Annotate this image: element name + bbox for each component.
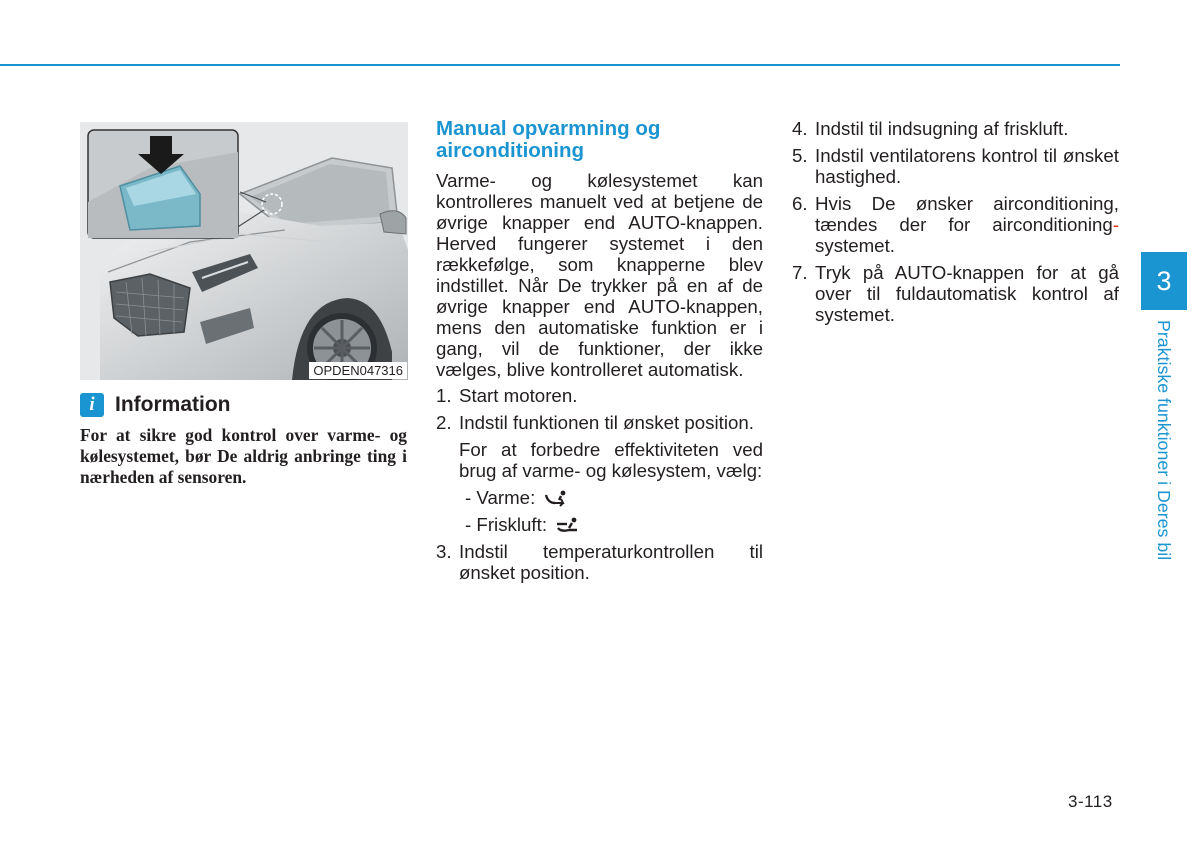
hyphen-mark: - (1112, 214, 1119, 235)
step-item (436, 385, 763, 406)
mode-fresh-air (465, 514, 763, 535)
step-item (792, 118, 1119, 139)
mode-heat (465, 487, 763, 508)
step-item (792, 145, 1119, 187)
step-number: 3. (436, 541, 452, 562)
info-icon: i (80, 393, 104, 417)
information-text: For at sikre god kontrol over varme- og kølesystemet, bør De aldrig anbringe ting i nærheden af sensoren. (80, 425, 407, 487)
manual-section (436, 118, 763, 589)
information-heading (80, 392, 410, 418)
chapter-number-tab: 3 (1141, 252, 1187, 310)
steps-continued (792, 118, 1119, 331)
step-item (792, 262, 1119, 325)
step-item (792, 193, 1119, 256)
step-number: 6. (792, 193, 808, 214)
car-illustration (80, 122, 408, 380)
step-text-part: systemet. (815, 235, 895, 256)
section-intro: Varme- og kølesystemet kan kontrolleres manuelt ved at betjene de øvrige knapper end AUTO-knappen. Herved fungerer systemet i den rækkefølge, som knapperne blev indstillet. Når De trykker på en af de øvrige knapper end AUTO-knappen, mens den automatiske funktion er i gang, vil de funktioner, der ikke vælges, blive kontrolleret automatisk. (436, 170, 763, 380)
step-text: Indstil temperaturkontrollen til ønsket position. (459, 541, 763, 583)
sensor-figure (80, 122, 408, 380)
step-text: Indstil funktionen til ønsket position. (459, 412, 755, 433)
step-text-part: Hvis De ønsker airconditioning, tændes der for airconditioning (815, 193, 1119, 235)
step-text (815, 193, 1119, 256)
step-number: 4. (792, 118, 808, 139)
mode-label: - Varme: (465, 487, 536, 508)
step-item (436, 541, 763, 583)
information-title: Information (115, 393, 231, 416)
header-rule (0, 64, 1120, 66)
step-number: 1. (436, 385, 452, 406)
step-number: 2. (436, 412, 452, 433)
floor-heat-icon (543, 489, 569, 507)
step-number: 7. (792, 262, 808, 283)
step-text: Indstil ventilatorens kontrol til ønsket hastighed. (815, 145, 1119, 187)
step-text: Tryk på AUTO-knappen for at gå over til fuldautomatisk kontrol af systemet. (815, 262, 1119, 325)
step-number: 5. (792, 145, 808, 166)
section-title: Manual opvarmning og airconditioning (436, 117, 661, 162)
page-number: 3-113 (1068, 792, 1113, 811)
step-text: Start motoren. (459, 385, 578, 406)
chapter-title: Praktiske funktioner i Deres bil (1154, 320, 1174, 561)
fresh-air-icon (555, 516, 581, 534)
step-item (436, 412, 763, 433)
step-text: Indstil til indsugning af friskluft. (815, 118, 1069, 139)
step-note: For at forbedre effektiviteten ved brug af varme- og kølesystem, vælg: (459, 439, 763, 481)
figure-code-label: OPDEN047316 (309, 362, 407, 379)
mode-label: - Friskluft: (465, 514, 548, 535)
